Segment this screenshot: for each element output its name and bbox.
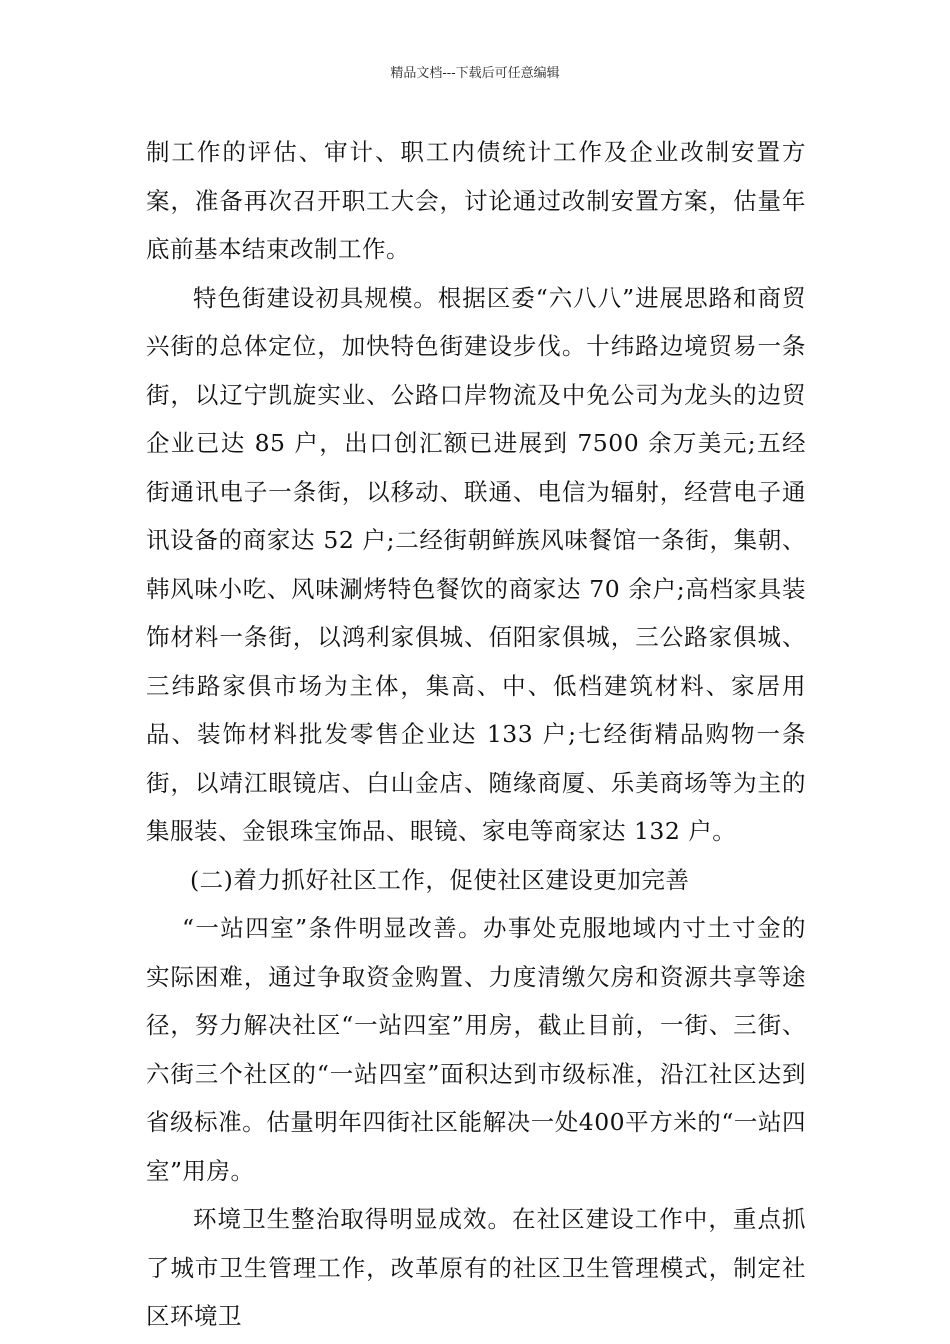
paragraph-environmental-sanitation: 环境卫生整治取得明显成效。在社区建设工作中，重点抓了城市卫生管理工作，改革原有的社区卫生管理模式，制定社区环境卫	[146, 1205, 806, 1330]
paragraph-one-station-four-rooms: “一站四室”条件明显改善。办事处克服地域内寸土寸金的实际困难，通过争取资金购置、力度清缴欠房和资源共享等途径，努力解决社区“一站四室”用房，截止目前，一街、三街、六街三个社区的“一站四室”面积达到市级标准，沿江社区达到省级标准。估量明年四街社区能解决一处400平方米的“一站四室”用房。	[146, 914, 806, 1185]
paragraph-continuation: 制工作的评估、审计、职工内债统计工作及企业改制安置方案，准备再次召开职工大会，讨论通过改制安置方案，估量年底前基本结束改制工作。	[146, 138, 806, 263]
document-body	[146, 128, 806, 1341]
paragraph-featured-streets: 特色街建设初具规模。根据区委“六八八”进展思路和商贸兴街的总体定位，加快特色街建设步伐。十纬路边境贸易一条街，以辽宁凯旋实业、公路口岸物流及中免公司为龙头的边贸企业已达 85 户，出口创汇额已进展到 7500 余万美元;五经街通讯电子一条街，以移动、联通、电信为辐射，经营电子通讯设备的商家达 52 户;二经街朝鲜族风味餐馆一条街，集朝、韩风味小吃、风味涮烤特色餐饮的商家达 70 余户;高档家具装饰材料一条街，以鸿利家俱城、佰阳家俱城，三公路家俱城、三纬路家俱市场为主体，集高、中、低档建筑材料、家居用品、装饰材料批发零售企业达 133 户;七经街精品购物一条街，以靖江眼镜店、白山金店、随缘商厦、乐美商场等为主的集服装、金银珠宝饰品、眼镜、家电等商家达 132 户。	[146, 283, 806, 845]
section-heading-community-work: (二)着力抓好社区工作，促使社区建设更加完善	[190, 865, 690, 894]
page-header: 精品文档---下载后可任意编辑	[390, 66, 560, 81]
